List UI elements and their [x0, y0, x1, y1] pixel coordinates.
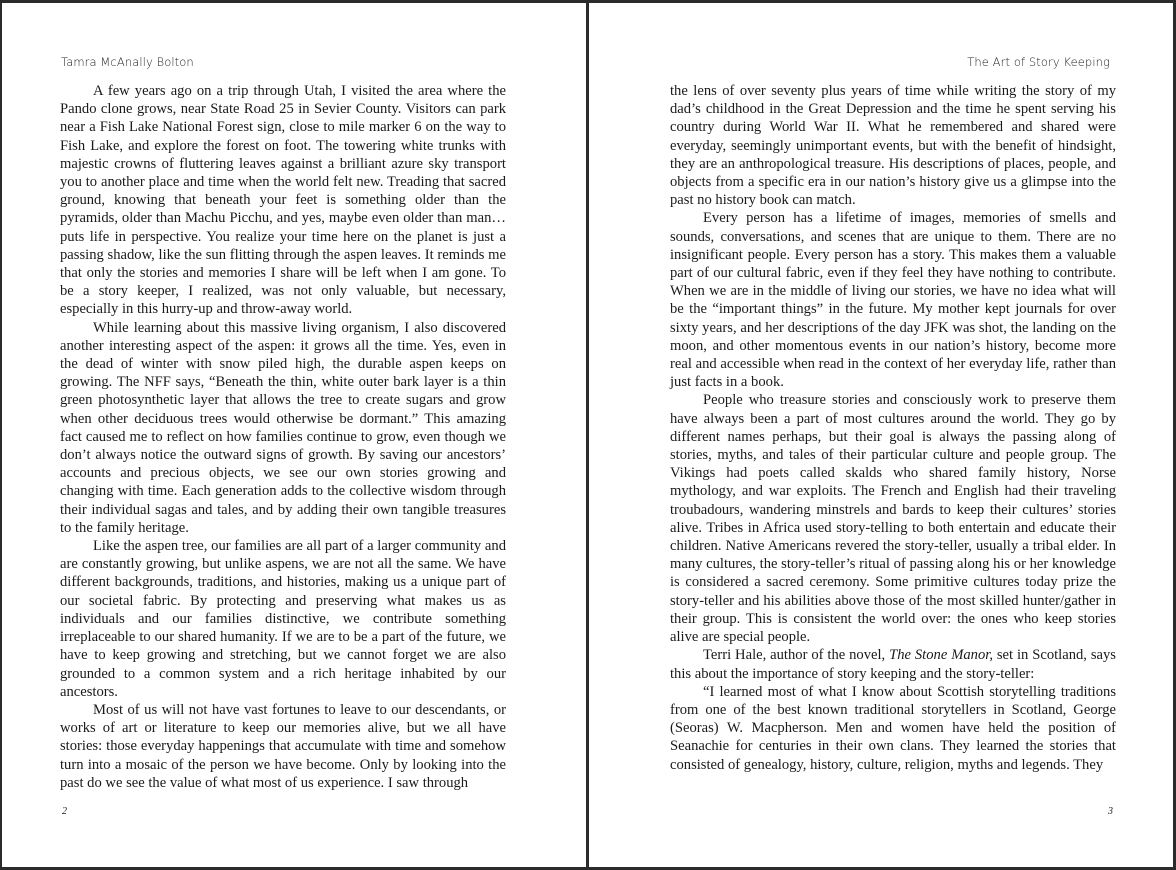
paragraph: Most of us will not have vast fortunes to leave to our descendants, or works of art or literature to keep our memories alive, but we all have stories: those everyday happenings that accumulate with time and somehow turn into a mosaic of the person we have become. Only by looking into the past do we see the value of what most of us experience. I saw through	[60, 701, 506, 791]
running-head-title: The Art of Story Keeping	[967, 55, 1110, 69]
paragraph: A few years ago on a trip through Utah, I visited the area where the Pando clone grows, near State Road 25 in Sevier County. Visitors can park near a Fish Lake National Forest sign, close to mile marker 6 on the way to Fish Lake, and explore the forest on foot. The towering white trunks with majestic crowns of fluttering leaves against a brilliant azure sky transport you to another place and time when the world felt new. Treading that sacred ground, knowing that beneath your feet is something older than the pyramids, older than Machu Picchu, and yes, maybe even older than man…puts life in perspective. You realize your time here on the planet is just a passing shadow, like the sun flitting through the aspen leaves. It reminds me that only the stories and memories I share will be left when I am gone. To be a story keeper, I realized, was not only valuable, but necessary, especially in this hurry-up and throw-away world.	[60, 83, 506, 318]
page-number: 3	[1108, 806, 1113, 817]
paragraph: Every person has a lifetime of images, memories of smells and sounds, conversations, and scenes that are unique to them. There are no insignificant people. Every person has a story. This makes them a valuable part of our cultural fabric, even if they feel they have nothing to contribute. When we are in the middle of living our stories, we have no idea what will be the “important things” in the future. My mother kept journals for over sixty years, and her descriptions of the day JFK was shot, the landing on the moon, and other momentous events in our nation’s history, become more real and accessible when read in the context of her everyday life, rather than just facts in a book.	[670, 210, 1116, 391]
running-head-author: Tamra McAnally Bolton	[61, 55, 194, 69]
right-page-body	[670, 82, 1116, 774]
right-page	[589, 3, 1173, 867]
paragraph-continued: the lens of over seventy plus years of time while writing the story of my dad’s childhood in the Great Depression and the time he spent serving his country during World War II. What he remembered and shared were everyday, seemingly unimportant events, but with the benefit of hindsight, they are an anthropological treasure. His descriptions of places, people, and objects from a specific era in our nation’s history give us a glimpse into the past no history book can match.	[670, 83, 1116, 209]
paragraph: Like the aspen tree, our families are all part of a larger community and are constantly growing, but unlike aspens, we are not all the same. We have different backgrounds, traditions, and histories, making us a unique part of our societal fabric. By protecting and preserving what makes us as individuals and our families distinctive, we contribute something irreplaceable to our shared humanity. If we are to be a part of the future, we have to keep growing and stretching, but we cannot forget we are also grounded to a common system and a rich heritage inhabited by our ancestors.	[60, 538, 506, 700]
page-number: 2	[62, 806, 67, 817]
book-spread	[2, 3, 1173, 867]
quote-paragraph: “I learned most of what I know about Scottish storytelling traditions from one of the best known traditional storytellers in Scotland, George (Seoras) W. Macpherson. Men and women have held the position of Seanachie for centuries in their own clans. They learned the stories that consisted of genealogy, history, culture, religion, myths and legends. They	[670, 683, 1116, 773]
left-page	[2, 3, 586, 867]
book-title: The Stone Manor,	[889, 647, 993, 664]
paragraph: People who treasure stories and consciously work to preserve them have always been a part of most cultures around the world. They go by different names perhaps, but their goal is always the passing along of stories, myths, and tales of their particular culture and people group. The Vikings had poets called skalds who shared family history, Norse mythology, and war exploits. The French and English had their traveling troubadours, wandering minstrels and bards to keep their cultures’ stories alive. Tribes in Africa used story-telling to both entertain and educate their children. Native Americans revered the story-teller, usually a tribal elder. In many cultures, the story-teller’s ritual of passing along his or her knowledge is considered a sacred ceremony. Some primitive cultures today prize the story-teller and his abilities above those of the most skilled hunter/gather in their group. This is consistent the world over: the ones who keep stories alive are special people.	[670, 392, 1116, 646]
text-run: Terri Hale, author of the novel,	[703, 647, 890, 664]
left-page-body	[60, 82, 506, 792]
paragraph: While learning about this massive living organism, I also discovered another interesting aspect of the aspen: it grows all the time. Yes, even in the dead of winter with snow piled high, the durable aspen keeps on growing. The NFF says, “Beneath the thin, white outer bark layer is a thin green photosynthetic layer that allows the tree to create sugars and grow when other deciduous trees would otherwise be dormant.” This amazing fact caused me to reflect on how families continue to grow, even though we don’t always notice the outward signs of growth. By saving our ancestors’ accounts and precious objects, we see our own stories growing and changing with time. Each generation adds to the collective wisdom through their individual sagas and tales, and by adding their own tangible treasures to the family heritage.	[60, 319, 506, 536]
paragraph-hale	[670, 646, 1116, 682]
text-run: set in Scotland, says this about the importance of story keeping and the story-teller:	[670, 647, 1116, 682]
